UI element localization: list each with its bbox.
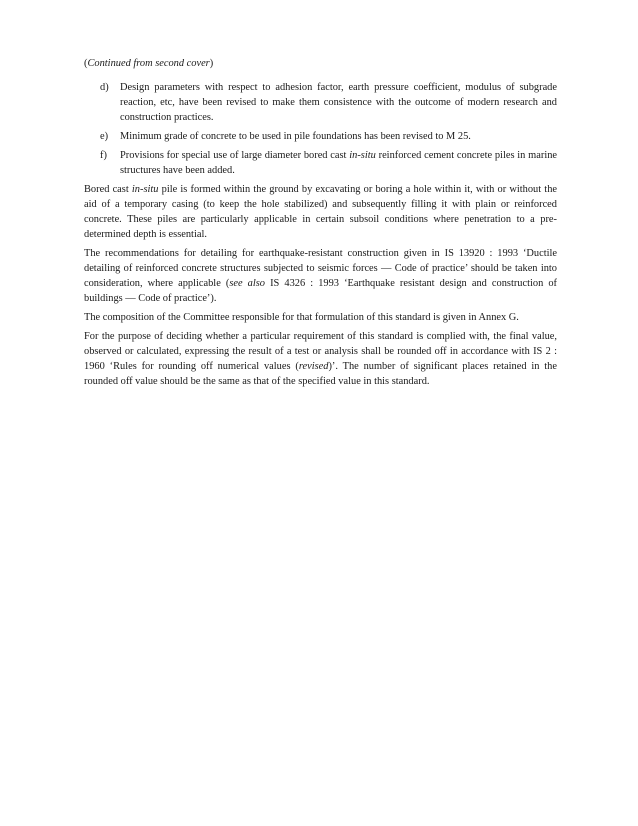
list-text-f-after: reinforced cement concrete piles in marine structures have been added. [120,150,558,176]
list-item-f [84,148,557,178]
paragraph-rounding [84,329,557,389]
bored-text-after: pile is formed within the ground by excavating or boring a hole within it, with or without the aid of a temporary casing (to keep the hole stabilized) and subsequently filling it with plain or reinforced concrete. These piles are particularly applicable in certain subsoil conditions where penetration to a pre-determined depth is essential. [84,184,557,240]
list-item-d [84,80,557,125]
list-marker-d: d) [100,82,109,93]
bored-text-italic: in-situ [131,184,159,195]
paragraph-committee [84,310,557,325]
list-text-f-italic: in-situ [349,150,376,161]
list-marker-f: f) [100,150,107,161]
continued-open-paren: ( [84,58,88,69]
document-page [84,56,557,393]
revision-list [84,80,557,178]
committee-text: The composition of the Committee responsible for that formulation of this standard is given in Annex G. [84,312,519,323]
rounding-text-before: For the purpose of deciding whether a particular requirement of this standard is complied with, the final value, observed or calculated, expressing the result of a test or analysis shall be rounded off in accordance with IS 2 : 1960 ‘Rules for rounding off numerical values ( [84,331,557,372]
earthquake-text-italic: see also [229,278,266,289]
rounding-text-after: )’. The number of significant places retained in the rounded off value should be the same as that of the specified value in this standard. [84,361,557,387]
continued-note [84,56,557,71]
earthquake-text-before: The recommendations for detailing for earthquake-resistant construction given in IS 13920 : 1993 ‘Ductile detailing of reinforced concrete structures subjected to seismic forces — Code of practice’ should be taken into consideration, where applicable ( [84,248,557,289]
continued-text: Continued from second cover [87,58,210,69]
earthquake-text-after: IS 4326 : 1993 ‘Earthquake resistant design and construction of buildings — Code of practice’). [84,278,558,304]
rounding-text-italic: revised [298,361,329,372]
list-item-e [84,129,557,144]
paragraph-earthquake [84,246,557,306]
list-text-d: Design parameters with respect to adhesion factor, earth pressure coefficient, modulus of subgrade reaction, etc, have been revised to make them consistence with the outcome of modern research and construction practices. [120,82,557,123]
paragraph-bored-piles [84,182,557,242]
bored-text-before: Bored cast [84,184,132,195]
list-text-e: Minimum grade of concrete to be used in pile foundations has been revised to M 25. [120,131,471,142]
continued-close-paren: ) [209,58,214,69]
list-marker-e: e) [100,131,109,142]
list-text-f-before: Provisions for special use of large diameter bored cast [120,150,350,161]
